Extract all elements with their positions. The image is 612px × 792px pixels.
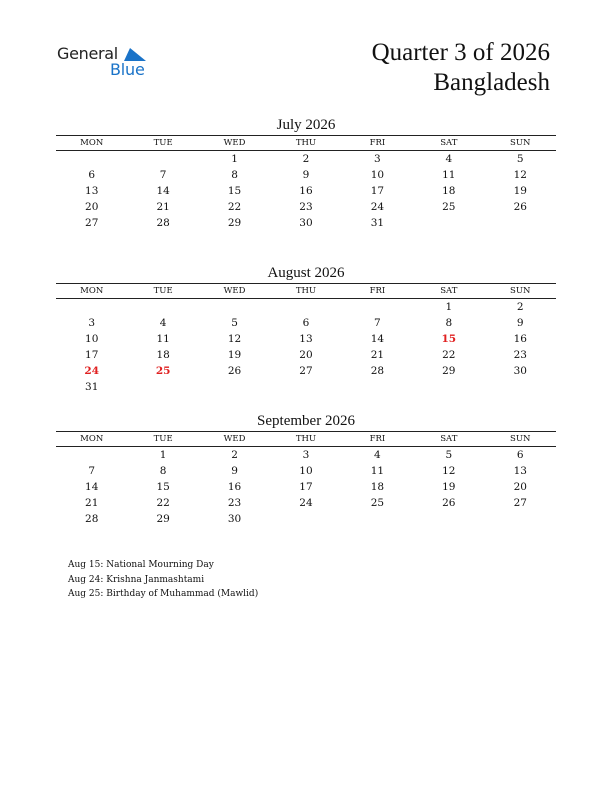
weekday-header: MON: [56, 136, 127, 151]
holiday-note: Aug 24: Krishna Janmashtami: [68, 574, 205, 585]
empty-day-cell: [127, 379, 198, 395]
country-title: Bangladesh: [433, 69, 550, 96]
week-row: [56, 447, 556, 464]
logo-word-general: General: [57, 44, 118, 63]
day-cell: 17: [85, 349, 99, 361]
week-row: [56, 331, 556, 347]
weekday-header: SUN: [485, 136, 556, 151]
empty-day-cell: [413, 379, 484, 395]
weekday-header: SAT: [413, 432, 484, 447]
month-title: September 2026: [257, 413, 355, 429]
day-cell: 13: [299, 333, 313, 345]
day-cell: 24: [370, 201, 385, 213]
week-row: [56, 363, 556, 379]
empty-day-cell: [127, 151, 198, 168]
day-cell: 13: [513, 465, 527, 477]
day-cell: 18: [156, 349, 170, 361]
weekday-header: SAT: [413, 284, 484, 299]
day-cell: 25: [442, 201, 456, 213]
day-cell: 16: [513, 333, 527, 345]
day-cell: 23: [227, 497, 242, 509]
day-cell: 24: [299, 497, 313, 509]
holiday-note: Aug 15: National Mourning Day: [68, 560, 214, 570]
weekday-header: WED: [199, 432, 270, 447]
week-row: [56, 315, 556, 331]
day-cell: 4: [374, 449, 381, 461]
weekday-header: THU: [270, 432, 341, 447]
holiday-note: Aug 25: Birthday of Muhammad (Mawlid): [68, 589, 259, 599]
day-cell: 27: [513, 497, 527, 509]
weekday-header: MON: [56, 284, 127, 299]
day-cell: 29: [227, 217, 242, 229]
day-cell: 7: [88, 465, 96, 477]
day-cell: 23: [513, 349, 527, 361]
week-row: [56, 299, 556, 316]
weekday-header: FRI: [342, 432, 413, 447]
day-cell: 28: [370, 365, 385, 377]
day-cell: 18: [370, 481, 385, 493]
weekday-header: SUN: [485, 284, 556, 299]
page-title: [372, 38, 550, 98]
day-cell: 2: [231, 449, 238, 461]
day-cell: 19: [227, 349, 242, 361]
empty-day-cell: [270, 379, 341, 395]
day-cell: 28: [156, 217, 170, 229]
day-cell: 14: [370, 333, 385, 345]
day-cell: 1: [159, 449, 167, 461]
day-cell: 24: [84, 365, 100, 377]
week-row: [56, 199, 556, 215]
weekday-header-row: [56, 136, 556, 151]
day-cell: 10: [85, 333, 99, 345]
weekday-header: SAT: [413, 136, 484, 151]
empty-day-cell: [342, 299, 413, 316]
empty-day-cell: [485, 215, 556, 231]
calendar-table: [56, 283, 556, 395]
empty-day-cell: [485, 379, 556, 395]
week-row: [56, 479, 556, 495]
empty-day-cell: [199, 379, 270, 395]
day-cell: 20: [513, 481, 527, 493]
calendar-table: [56, 135, 556, 231]
day-cell: 9: [516, 317, 524, 329]
empty-day-cell: [413, 511, 484, 527]
day-cell: 19: [442, 481, 456, 493]
day-cell: 8: [231, 169, 238, 181]
week-row: [56, 347, 556, 363]
weekday-header-row: [56, 284, 556, 299]
empty-day-cell: [56, 151, 127, 168]
weekday-header: MON: [56, 432, 127, 447]
weekday-header: WED: [199, 136, 270, 151]
day-cell: 4: [159, 317, 167, 329]
day-cell: 26: [513, 201, 527, 213]
week-row: [56, 511, 556, 527]
day-cell: 7: [159, 169, 167, 181]
day-cell: 20: [85, 201, 99, 213]
day-cell: 16: [299, 185, 313, 197]
month-title: July 2026: [276, 117, 336, 133]
day-cell: 29: [156, 513, 170, 525]
holiday-notes: [68, 558, 258, 602]
weekday-header: THU: [270, 284, 341, 299]
day-cell: 30: [227, 513, 242, 525]
empty-day-cell: [199, 299, 270, 316]
day-cell: 31: [85, 381, 99, 393]
day-cell: 12: [442, 465, 456, 477]
day-cell: 2: [302, 153, 310, 165]
day-cell: 18: [442, 185, 456, 197]
day-cell: 1: [445, 301, 453, 313]
weekday-header: TUE: [127, 432, 198, 447]
week-row: [56, 495, 556, 511]
day-cell: 15: [227, 185, 242, 197]
day-cell: 22: [227, 201, 242, 213]
day-cell: 6: [88, 169, 96, 181]
weekday-header: TUE: [127, 136, 198, 151]
day-cell: 20: [299, 349, 313, 361]
day-cell: 8: [159, 465, 167, 477]
week-row: [56, 379, 556, 395]
empty-day-cell: [127, 299, 198, 316]
month-title: August 2026: [267, 265, 345, 281]
day-cell: 12: [513, 169, 527, 181]
day-cell: 11: [442, 169, 456, 181]
empty-day-cell: [56, 447, 127, 464]
day-cell: 23: [299, 201, 313, 213]
empty-day-cell: [342, 379, 413, 395]
quarter-title: Quarter 3 of 2026: [371, 39, 550, 66]
day-cell: 15: [156, 481, 170, 493]
weekday-header-row: [56, 432, 556, 447]
day-cell: 21: [156, 201, 170, 213]
day-cell: 5: [445, 449, 453, 461]
day-cell: 5: [516, 153, 524, 165]
week-row: [56, 183, 556, 199]
weekday-header: FRI: [342, 284, 413, 299]
day-cell: 16: [227, 481, 242, 493]
day-cell: 11: [370, 465, 385, 477]
day-cell: 3: [88, 317, 96, 329]
day-cell: 25: [370, 497, 385, 509]
day-cell: 11: [156, 333, 170, 345]
day-cell: 21: [85, 497, 99, 509]
day-cell: 27: [299, 365, 313, 377]
day-cell: 19: [513, 185, 527, 197]
day-cell: 12: [227, 333, 242, 345]
week-row: [56, 151, 556, 168]
day-cell: 22: [156, 497, 170, 509]
day-cell: 9: [231, 465, 238, 477]
day-cell: 17: [370, 185, 385, 197]
day-cell: 6: [516, 449, 524, 461]
day-cell: 4: [445, 153, 453, 165]
empty-day-cell: [56, 299, 127, 316]
logo-word-blue: Blue: [110, 60, 145, 79]
day-cell: 15: [441, 333, 457, 345]
day-cell: 14: [156, 185, 170, 197]
empty-day-cell: [485, 511, 556, 527]
day-cell: 21: [370, 349, 385, 361]
day-cell: 29: [442, 365, 456, 377]
day-cell: 8: [445, 317, 453, 329]
week-row: [56, 463, 556, 479]
empty-day-cell: [270, 511, 341, 527]
day-cell: 27: [85, 217, 99, 229]
day-cell: 1: [231, 153, 238, 165]
day-cell: 7: [374, 317, 381, 329]
weekday-header: TUE: [127, 284, 198, 299]
day-cell: 13: [85, 185, 99, 197]
day-cell: 30: [513, 365, 527, 377]
empty-day-cell: [342, 511, 413, 527]
month-block-august: [56, 263, 556, 395]
day-cell: 26: [442, 497, 456, 509]
week-row: [56, 167, 556, 183]
day-cell: 25: [155, 365, 171, 377]
empty-day-cell: [413, 215, 484, 231]
weekday-header: FRI: [342, 136, 413, 151]
calendar-table: [56, 431, 556, 527]
day-cell: 3: [374, 153, 381, 165]
generalblue-logo: [57, 44, 167, 84]
day-cell: 3: [302, 449, 310, 461]
day-cell: 17: [299, 481, 313, 493]
day-cell: 10: [370, 169, 385, 181]
empty-day-cell: [270, 299, 341, 316]
day-cell: 9: [302, 169, 310, 181]
day-cell: 10: [299, 465, 313, 477]
day-cell: 22: [442, 349, 456, 361]
day-cell: 26: [227, 365, 242, 377]
day-cell: 2: [516, 301, 524, 313]
month-block-july: [56, 115, 556, 231]
weekday-header: SUN: [485, 432, 556, 447]
month-block-september: [56, 411, 556, 527]
day-cell: 14: [85, 481, 99, 493]
day-cell: 30: [299, 217, 313, 229]
weekday-header: WED: [199, 284, 270, 299]
weekday-header: THU: [270, 136, 341, 151]
day-cell: 31: [370, 217, 385, 229]
day-cell: 5: [231, 317, 238, 329]
day-cell: 6: [302, 317, 310, 329]
week-row: [56, 215, 556, 231]
day-cell: 28: [85, 513, 99, 525]
